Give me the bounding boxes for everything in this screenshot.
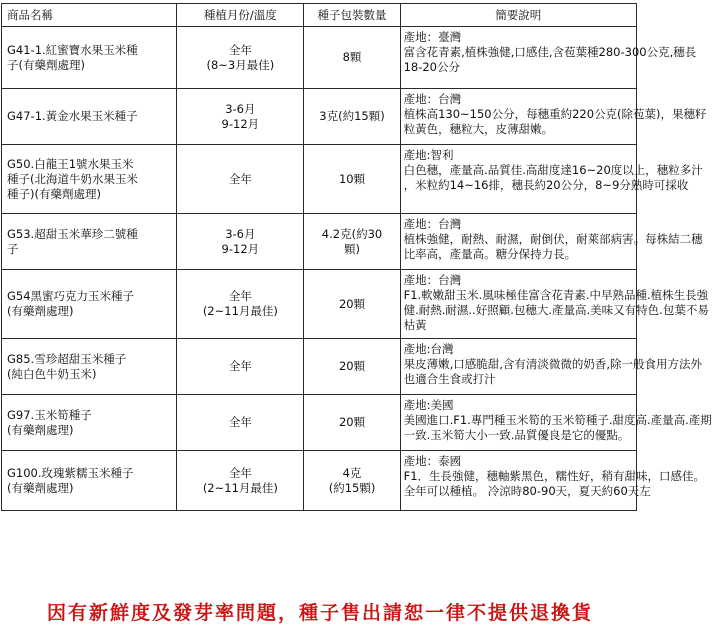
cell-qty — [304, 89, 400, 145]
cell-desc-line: 美國進口.F1.專門種玉米筍的玉米筍種子.甜度高.產量高.產期 — [403, 413, 712, 427]
cell-desc-line: 富含花青素,植株強健,口感佳,含苞葉種280-300公克,穗長 — [403, 45, 697, 59]
cell-name — [2, 270, 177, 339]
cell-season — [177, 27, 304, 89]
cell-name-line: G53.超甜玉米華珍二號種 — [7, 226, 138, 241]
cell-qty — [304, 339, 400, 395]
header-qty: 種子包裝數量 — [304, 4, 400, 27]
cell-desc-line: 粒黃色，穗粒大，皮薄甜嫩。 — [403, 122, 554, 136]
cell-season-line: 全年 — [228, 42, 252, 57]
cell-desc-line: 果皮薄嫩,口感脆甜,含有清淡微微的奶香,除一般食用方法外 — [403, 357, 703, 371]
table-row — [2, 339, 637, 395]
cell-name-line: (有藥劑處理) — [7, 422, 74, 437]
cell-name-line: G41-1.紅蜜寶水果玉米種 — [7, 42, 138, 57]
cell-qty-line: 8顆 — [342, 50, 362, 64]
cell-qty-line: 顆) — [344, 241, 360, 256]
cell-qty — [304, 270, 400, 339]
cell-qty-line: 20顆 — [338, 415, 366, 429]
cell-season-line: 9-12月 — [221, 241, 260, 256]
table-row — [2, 214, 637, 270]
cell-name — [2, 339, 177, 395]
cell-desc-line: 產地：台灣 — [403, 217, 462, 231]
cell-name-line: G97.玉米筍種子 — [7, 407, 92, 422]
cell-name — [2, 27, 177, 89]
cell-season-line: 全年 — [228, 415, 252, 429]
cell-season-line: 全年 — [228, 359, 252, 373]
cell-qty-line: 20顆 — [338, 359, 366, 373]
cell-desc-line: 比率高，產量高。糖分保持力長。 — [403, 247, 577, 261]
cell-desc-line: ，米粒約14~16排，穗長約20公分，8~9分熟時可採收 — [403, 178, 689, 192]
cell-desc — [400, 214, 703, 270]
header-season: 種植月份/溫度 — [177, 4, 304, 27]
table-row — [2, 27, 637, 89]
cell-qty — [304, 395, 400, 451]
table-row — [2, 395, 637, 451]
cell-name-line: G50.白龍王1號水果玉米 — [7, 156, 134, 171]
cell-season-line: 3-6月 — [225, 226, 256, 241]
table-row — [2, 89, 637, 145]
cell-desc-line: 一致.玉米筍大小一致.品質優良是它的優點。 — [403, 428, 630, 442]
seed-product-table — [1, 3, 712, 511]
cell-desc — [400, 395, 712, 451]
cell-season-line: 全年 — [228, 465, 252, 480]
cell-name-line: G47-1.黃金水果玉米種子 — [7, 109, 138, 123]
table-row — [2, 270, 637, 339]
cell-name-line: G85.雪珍超甜玉米種子 — [7, 351, 127, 366]
no-return-notice: 因有新鮮度及發芽率問題，種子售出請恕一律不提供退換貨 — [46, 602, 593, 624]
cell-name-line: 種子)(有藥劑處理) — [7, 186, 101, 201]
cell-qty — [304, 214, 400, 270]
cell-name-line: (有藥劑處理) — [7, 304, 74, 318]
cell-name — [2, 451, 177, 511]
cell-desc-line: 白色穗，產量高.品質佳.高甜度達16~20度以上，穗粒多汁 — [403, 163, 703, 177]
cell-name — [2, 89, 177, 145]
cell-name — [2, 395, 177, 451]
header-desc: 簡要說明 — [400, 4, 636, 27]
cell-desc — [400, 145, 703, 214]
cell-desc-line: 產地:智利 — [403, 148, 454, 162]
cell-desc-line: 植株高130~150公分，每穗重約220公克(除苞葉)，果穗籽 — [403, 107, 707, 121]
cell-desc-line: 也適合生食或打汁 — [403, 372, 496, 386]
cell-name-line: G54黑蜜巧克力玉米種子 — [7, 289, 135, 303]
cell-season-line: 全年 — [228, 289, 252, 303]
cell-desc-line: 產地：臺灣 — [403, 30, 462, 44]
table-body — [2, 27, 712, 511]
cell-qty-line: 4克 — [342, 465, 362, 480]
cell-desc — [400, 339, 703, 395]
cell-season-line: (2~11月最佳) — [202, 304, 278, 318]
cell-qty — [304, 27, 400, 89]
cell-desc-line: F1.軟嫩甜玉米.風味極佳富含花青素.中早熟品種.植株生長強 — [403, 288, 709, 302]
cell-season — [177, 451, 304, 511]
cell-name — [2, 145, 177, 214]
cell-name — [2, 214, 177, 270]
cell-qty — [304, 145, 400, 214]
cell-qty-line: 20顆 — [338, 296, 366, 311]
cell-season-line: (2~11月最佳) — [202, 480, 278, 495]
cell-desc-line: 18-20公分 — [403, 60, 460, 74]
cell-desc-line: 健.耐熱.耐濕..好照顧.包穗大.產量高.美味又有特色.包葉不易 — [403, 303, 709, 317]
table-header-row — [2, 4, 637, 27]
cell-qty — [304, 451, 400, 511]
cell-season — [177, 214, 304, 270]
cell-desc — [400, 27, 697, 89]
cell-qty-line: 3克(約15顆) — [319, 109, 385, 123]
cell-desc — [400, 89, 707, 145]
cell-desc — [400, 270, 709, 339]
cell-name-line: 子 — [7, 241, 19, 256]
cell-qty-line: (約15顆) — [328, 480, 376, 495]
cell-name-line: 子(有藥劑處理) — [7, 57, 85, 72]
cell-name-line: (有藥劑處理) — [7, 480, 74, 495]
cell-desc-line: 全年可以種植。 冷涼時80-90天，夏天約60天左 — [403, 484, 651, 498]
cell-season-line: 全年 — [228, 171, 252, 186]
cell-qty-line: 10顆 — [338, 171, 366, 186]
cell-name-line: (純白色牛奶玉米) — [7, 366, 97, 381]
cell-name-line: G100.玫瑰紫糯玉米種子 — [7, 465, 134, 480]
cell-desc-line: 產地：台灣 — [403, 273, 462, 287]
cell-qty-line: 4.2克(約30 — [321, 226, 383, 241]
header-name: 商品名稱 — [2, 4, 177, 27]
cell-desc-line: F1．生長強健，穗軸紫黑色，糯性好，稍有甜味，口感佳。 — [403, 469, 706, 483]
cell-season-line: 3-6月 — [225, 101, 256, 116]
cell-name-line: 種子(北海道牛奶水果玉米 — [7, 171, 138, 186]
cell-season-line: 9-12月 — [221, 116, 260, 131]
cell-desc-line: 植株強健，耐熱、耐濕，耐倒伏，耐萊部病害。每株結二穗 — [403, 232, 703, 246]
cell-season-line: (8~3月最佳) — [206, 57, 275, 72]
table-row — [2, 145, 637, 214]
cell-desc-line: 產地：台灣 — [403, 92, 462, 106]
cell-season — [177, 89, 304, 145]
cell-desc-line: 枯黃 — [403, 318, 427, 332]
cell-desc-line: 產地：泰國 — [403, 454, 462, 468]
cell-season — [177, 145, 304, 214]
cell-desc-line: 產地:台灣 — [403, 342, 454, 356]
cell-season — [177, 270, 304, 339]
cell-desc-line: 產地:美國 — [403, 398, 454, 412]
cell-season — [177, 339, 304, 395]
cell-desc — [400, 451, 706, 511]
table-row — [2, 451, 637, 511]
cell-season — [177, 395, 304, 451]
